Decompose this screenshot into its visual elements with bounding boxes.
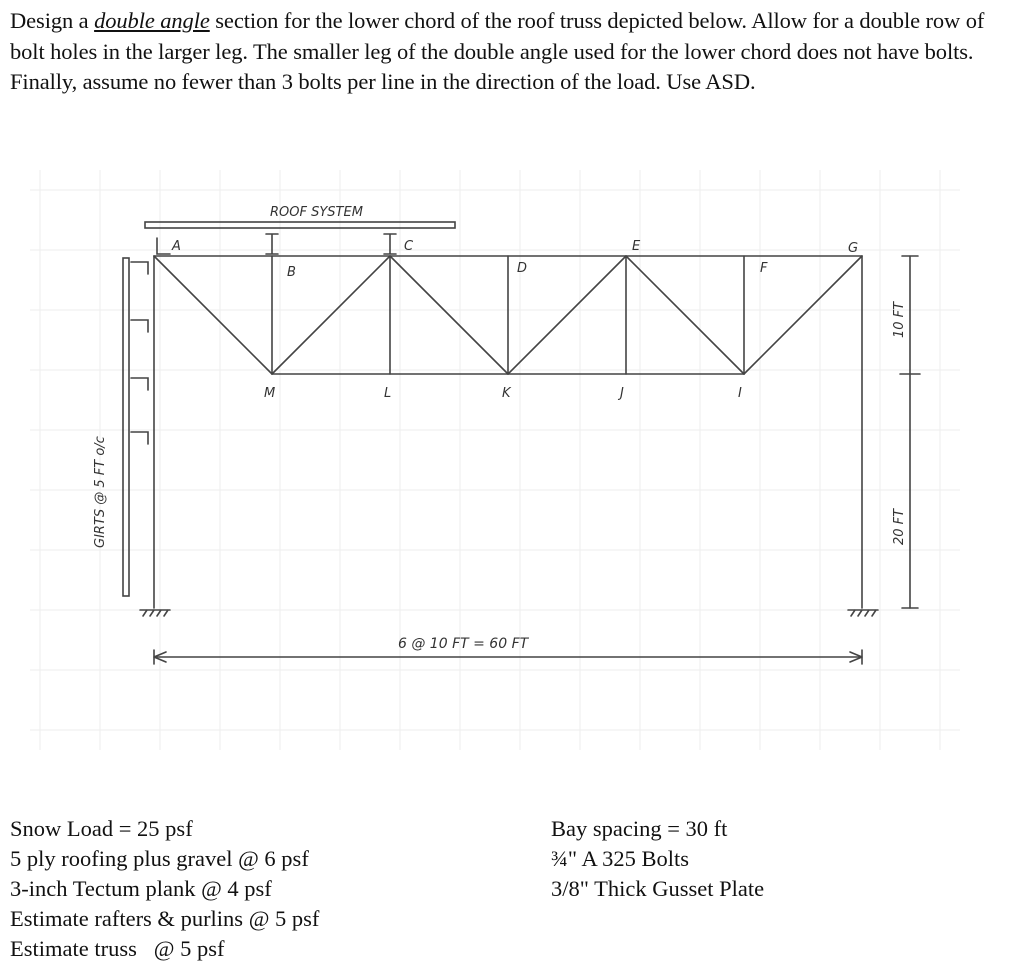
purlin-symbol	[384, 234, 396, 254]
problem-emphasis: double angle	[94, 8, 210, 33]
left-support	[140, 610, 170, 616]
load-item: 3-inch Tectum plank @ 4 psf	[10, 876, 272, 901]
node-label-f: F	[760, 261, 768, 276]
load-item: Estimate rafters & purlins @ 5 psf	[10, 906, 320, 931]
roof-system-label: ROOF SYSTEM	[270, 205, 363, 220]
support-bracket	[157, 238, 170, 254]
graph-paper-grid	[30, 170, 960, 750]
span-label: 6 @ 10 FT = 60 FT	[398, 636, 529, 652]
problem-statement	[10, 6, 1016, 98]
diagonal-member	[390, 256, 508, 374]
node-label-l: L	[384, 386, 392, 401]
problem-text-rest: section for the lower chord of the roof truss depicted below. Allow for a double row of bolt holes in the larger leg. The smaller leg of the double angle used for the lower chord does not have bolts. Finally, assume no fewer than 3 bolts per line in the direction of the load. Use ASD.	[10, 8, 985, 94]
girts-label: GIRTS @ 5 FT o/c	[93, 436, 108, 548]
node-label-j: J	[620, 386, 624, 401]
girt	[131, 320, 148, 332]
node-label-m: M	[264, 386, 276, 401]
girt	[131, 262, 148, 274]
spec-item: Bay spacing = 30 ft	[551, 816, 728, 841]
node-label-g: G	[848, 241, 859, 256]
diagonal-member	[154, 256, 272, 374]
spec-list	[551, 814, 971, 904]
node-label-e: E	[632, 239, 641, 254]
spec-item: ¾" A 325 Bolts	[551, 846, 689, 871]
roof-system-slab	[145, 222, 455, 228]
problem-text-start: Design a	[10, 8, 95, 33]
right-support	[848, 610, 878, 616]
height-upper-label: 10 FT	[892, 301, 907, 338]
node-label-c: C	[404, 239, 414, 254]
node-label-k: K	[502, 386, 511, 401]
node-label-i: I	[738, 386, 742, 401]
wall-panel	[123, 258, 129, 596]
load-item: 5 ply roofing plus gravel @ 6 psf	[10, 846, 309, 871]
load-item: Estimate truss @ 5 psf	[10, 936, 225, 961]
purlin-symbol	[266, 234, 278, 254]
girt	[131, 378, 148, 390]
height-lower-label: 20 FT	[892, 508, 907, 545]
load-item: Snow Load = 25 psf	[10, 816, 193, 841]
diagonal-member	[626, 256, 744, 374]
node-label-d: D	[517, 261, 528, 276]
node-label-a: A	[172, 239, 181, 254]
girt	[131, 432, 148, 444]
truss-figure	[0, 150, 1024, 770]
node-label-b: B	[287, 265, 296, 280]
load-list	[10, 814, 470, 964]
spec-item: 3/8" Thick Gusset Plate	[551, 876, 765, 901]
